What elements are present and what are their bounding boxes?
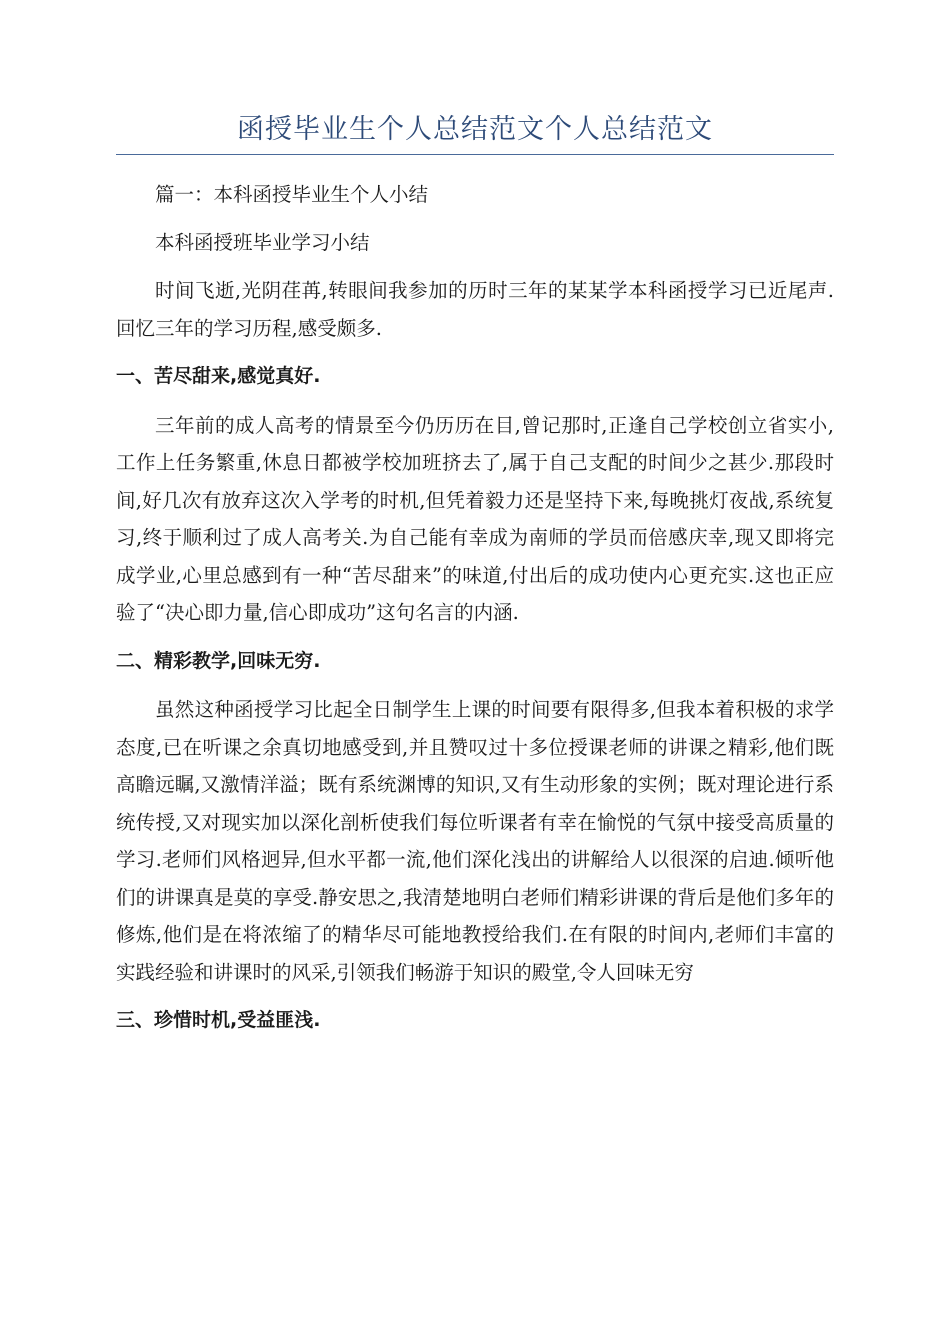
section-heading-1: 一、苦尽甜来,感觉真好. — [116, 365, 321, 387]
section-body-1: 三年前的成人高考的情景至今仍历历在目,曾记那时,正逢自己学校创立省实小,工作上任务繁重,休息日都被学校加班挤去了,属于自己支配的时间少之甚少.那段时间,好几次有放弃这次入学考的时机,但凭着毅力还是坚持下来,每晚挑灯夜战,系统复习,终于顺利过了成人高考关.为自己能有幸成为南师的学员而倍感庆幸,现又即将完成学业,心里总感到有一种“苦尽甜来”的味道,付出后的成功使内心更充实.这也正应验了“决心即力量,信心即成功”这句名言的内涵. — [116, 413, 834, 624]
section-heading-2: 二、精彩教学,回味无穷. — [116, 649, 321, 672]
document-title: 函授毕业生个人总结范文个人总结范文 — [237, 114, 713, 145]
subtitle-paragraph-1: 篇一：本科函授毕业生个人小结 — [155, 183, 429, 206]
subtitle-paragraph-2: 本科函授班毕业学习小结 — [155, 230, 370, 254]
document-body — [116, 176, 834, 1051]
intro-paragraph: 时间飞逝,光阴荏苒,转眼间我参加的历时三年的某某学本科函授学习已近尾声.回忆三年的学习历程,感受颇多. — [116, 279, 834, 340]
section-body-2: 虽然这种函授学习比起全日制学生上课的时间要有限得多,但我本着积极的求学态度,已在听课之余真切地感受到,并且赞叹过十多位授课老师的讲课之精彩,他们既高瞻远瞩,又激情洋溢；既有系统渊博的知识,又有生动形象的实例；既对理论进行系统传授,又对现实加以深化剖析使我们每位听课者有幸在愉悦的气氛中接受高质量的学习.老师们风格迥异,但水平都一流,他们深化浅出的讲解给人以很深的启迪.倾听他们的讲课真是莫的享受.静安思之,我清楚地明白老师们精彩讲课的背后是他们多年的修炼,他们是在将浓缩了的精华尽可能地教授给我们.在有限的时间内,老师们丰富的实践经验和讲课时的风采,引领我们畅游于知识的殿堂,令人回味无穷 — [116, 698, 834, 984]
section-heading-3: 三、珍惜时机,受益匪浅. — [116, 1009, 321, 1031]
title-block — [116, 112, 834, 155]
